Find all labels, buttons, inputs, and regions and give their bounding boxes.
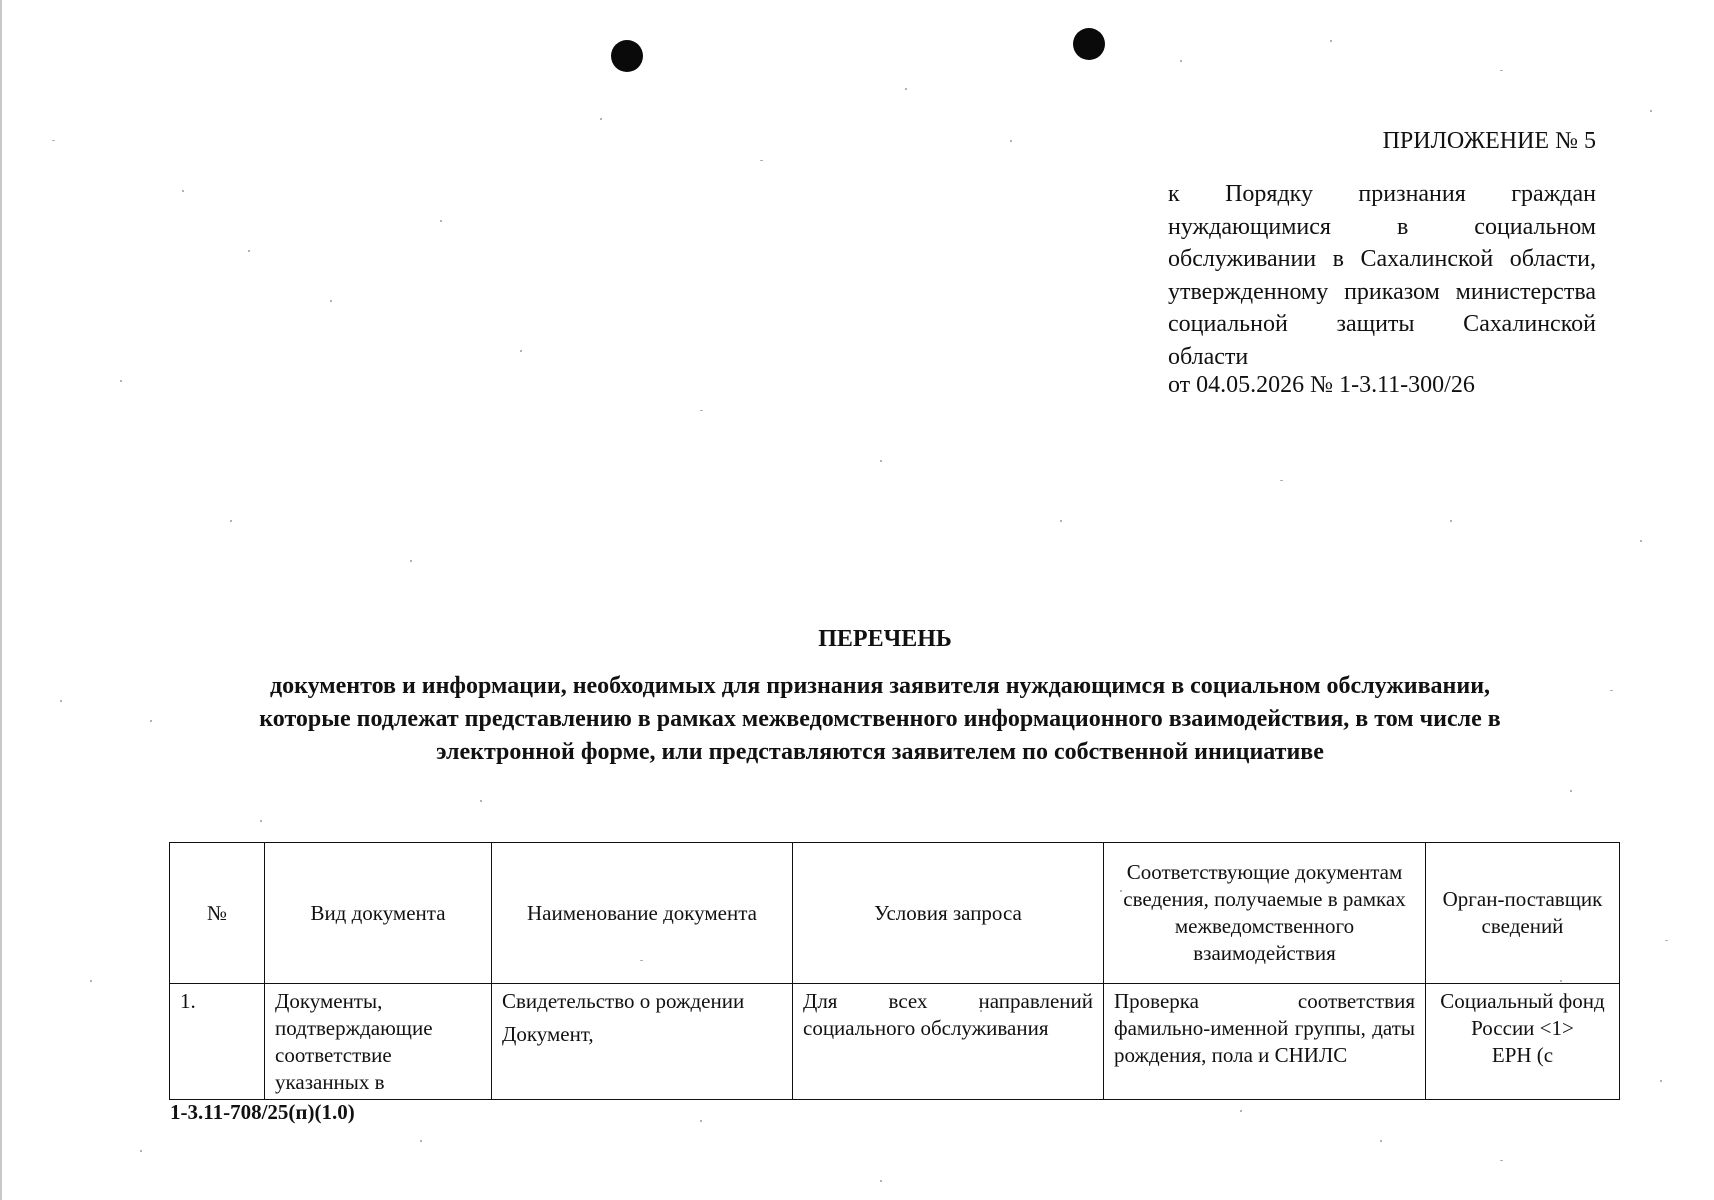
scan-speck: [248, 250, 250, 252]
scan-speck: [1660, 1080, 1662, 1082]
scan-speck: [140, 1150, 142, 1152]
header-document-name: Наименование документа: [492, 843, 793, 984]
scan-speck: [410, 560, 412, 562]
scan-speck: [330, 300, 332, 302]
scan-speck: [480, 800, 482, 802]
scan-speck: [420, 1140, 422, 1142]
scan-speck: [600, 118, 602, 120]
scan-speck: [1665, 940, 1668, 941]
punch-hole-left: [611, 40, 643, 72]
scan-speck: [1650, 110, 1652, 112]
scan-speck: [880, 1180, 882, 1182]
scan-speck: [120, 380, 122, 382]
scan-speck: [1500, 70, 1503, 71]
punch-hole-right: [1073, 28, 1105, 60]
provider-social-fund: Социальный фонд России <1>: [1440, 989, 1605, 1040]
header-interagency-info: Соответствующие документам сведения, получаемые в рамках межведомственного взаимодействия: [1104, 843, 1426, 984]
annex-title: ПРИЛОЖЕНИЕ № 5: [1382, 128, 1596, 154]
scan-speck: [520, 350, 522, 352]
cell-num: 1.: [170, 984, 265, 1100]
scan-speck: [60, 700, 62, 702]
scan-speck: [880, 460, 882, 462]
scan-speck: [1610, 690, 1613, 691]
scan-speck: [1240, 1110, 1242, 1112]
scan-speck: [1380, 1140, 1382, 1142]
cell-request-conditions: Для всех направлений социального обслуживания: [793, 984, 1104, 1100]
table-row: [170, 984, 1620, 1100]
scan-speck: [260, 820, 262, 822]
scan-speck: [1280, 480, 1283, 481]
scan-speck: [182, 190, 184, 192]
scan-speck: [1330, 40, 1332, 42]
list-title: ПЕРЕЧЕНЬ: [818, 626, 952, 652]
header-document-type: Вид документа: [265, 843, 492, 984]
scan-speck: [1500, 1160, 1503, 1161]
documents-table: [169, 842, 1620, 1100]
list-subtitle: документов и информации, необходимых для признания заявителя нуждающимся в социальном обслуживании, которые подлежат представлению в рамках межведомственного информационного взаимодействия, в том числе в электронной форме, или представляются заявителем по собственной инициативе: [259, 673, 1501, 765]
annex-reference: к Порядку признания граждан нуждающимися в социальном обслуживании в Сахалинской области, утвержденному приказом министерства социальной защиты Сахалинской области: [1168, 181, 1596, 370]
scan-speck: [700, 410, 703, 411]
provider-ern: ЕРН (с: [1491, 1043, 1554, 1067]
cell-interagency-info: Проверка соответствия фамильно-именной группы, даты рождения, пола и СНИЛС: [1104, 984, 1426, 1100]
scan-speck: [1060, 520, 1062, 522]
scan-speck: [90, 980, 92, 982]
scan-speck: [440, 220, 442, 222]
scan-speck: [1640, 540, 1642, 542]
header-num: №: [170, 843, 265, 984]
scan-speck: [905, 88, 907, 90]
scan-speck: [1570, 790, 1572, 792]
scan-speck: [1180, 60, 1182, 62]
cell-document-type: Документы, подтверждающие соответствие указанных в: [265, 984, 492, 1100]
scan-speck: [700, 1120, 702, 1122]
scan-speck: [760, 160, 763, 161]
scan-speck: [1450, 520, 1452, 522]
cell-provider-organization: [1426, 984, 1620, 1100]
annex-date-line: от 04.05.2026 № 1-3.11-300/26: [1168, 372, 1475, 398]
scan-speck: [52, 140, 55, 141]
header-provider-organization: Орган-поставщик сведений: [1426, 843, 1620, 984]
scan-speck: [150, 720, 152, 722]
document-name-birth-certificate: Свидетельство о рождении: [502, 989, 745, 1013]
table-header-row: [170, 843, 1620, 984]
cell-document-name: [492, 984, 793, 1100]
document-code: 1-3.11-708/25(п)(1.0): [170, 1100, 355, 1124]
scan-speck: [1010, 140, 1012, 142]
scan-left-edge: [0, 0, 2, 1200]
header-request-conditions: Условия запроса: [793, 843, 1104, 984]
scan-speck: [230, 520, 232, 522]
document-name-identity-document: Документ,: [502, 1022, 594, 1046]
